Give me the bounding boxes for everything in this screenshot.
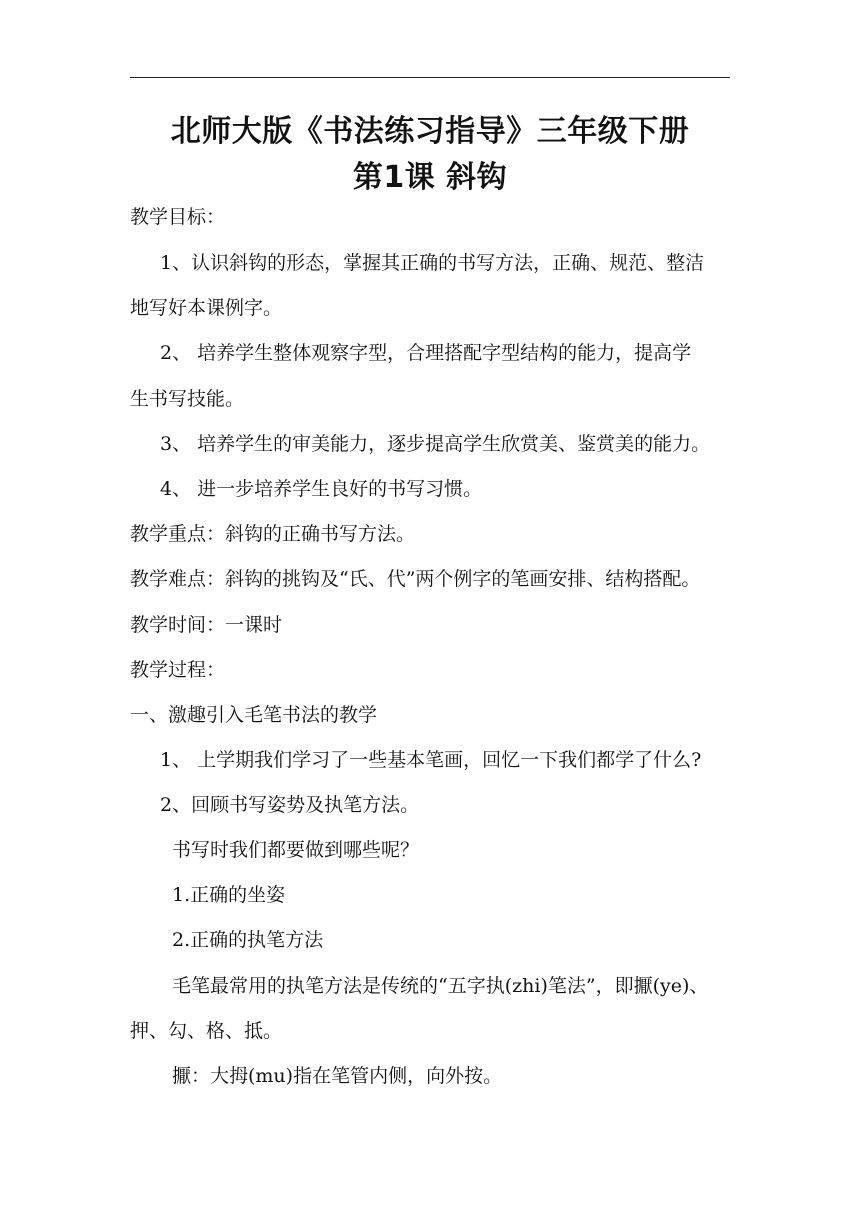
objective-3: 3、 培养学生的审美能力，逐步提高学生欣赏美、鉴赏美的能力。 [160,433,711,455]
objective-2-line-2: 生书写技能。 [130,388,245,410]
difficulty: 教学难点：斜钩的挑钩及“氏、代”两个例字的笔画安排、结构搭配。 [130,568,701,590]
lesson-title: 第1课 斜钩 [352,160,508,195]
objectives-heading: 教学目标： [130,206,226,228]
question: 书写时我们都要做到哪些呢？ [172,839,420,861]
point-2: 2.正确的执笔方法 [172,929,324,951]
point-1: 1.正确的坐姿 [172,884,286,906]
ye-description: 擫：大拇(mu)指在笔管内侧，向外按。 [172,1065,503,1087]
section-1-heading: 一、激趣引入毛笔书法的教学 [130,704,378,726]
document-title: 北师大版《书法练习指导》三年级下册 [170,114,690,149]
objective-1-line-1: 1、认识斜钩的形态，掌握其正确的书写方法，正确、规范、整洁 [160,252,705,274]
objective-2-line-1: 2、 培养学生整体观察字型，合理搭配字型结构的能力，提高学 [160,342,692,364]
teaching-time: 教学时间：一课时 [130,614,283,636]
header-rule [130,77,730,78]
method-line-2: 押、勾、格、抵。 [130,1020,283,1042]
process-heading: 教学过程： [130,659,226,681]
step-1: 1、 上学期我们学习了一些基本笔画，回忆一下我们都学了什么? [160,749,702,771]
method-line-1: 毛笔最常用的执笔方法是传统的“五字执(zhi)笔法”，即擫(ye)、 [172,975,709,997]
objective-1-line-2: 地写好本课例字。 [130,297,283,319]
key-point: 教学重点：斜钩的正确书写方法。 [130,523,416,545]
objective-4: 4、 进一步培养学生良好的书写习惯。 [160,478,483,500]
step-2: 2、回顾书写姿势及执笔方法。 [160,794,420,816]
